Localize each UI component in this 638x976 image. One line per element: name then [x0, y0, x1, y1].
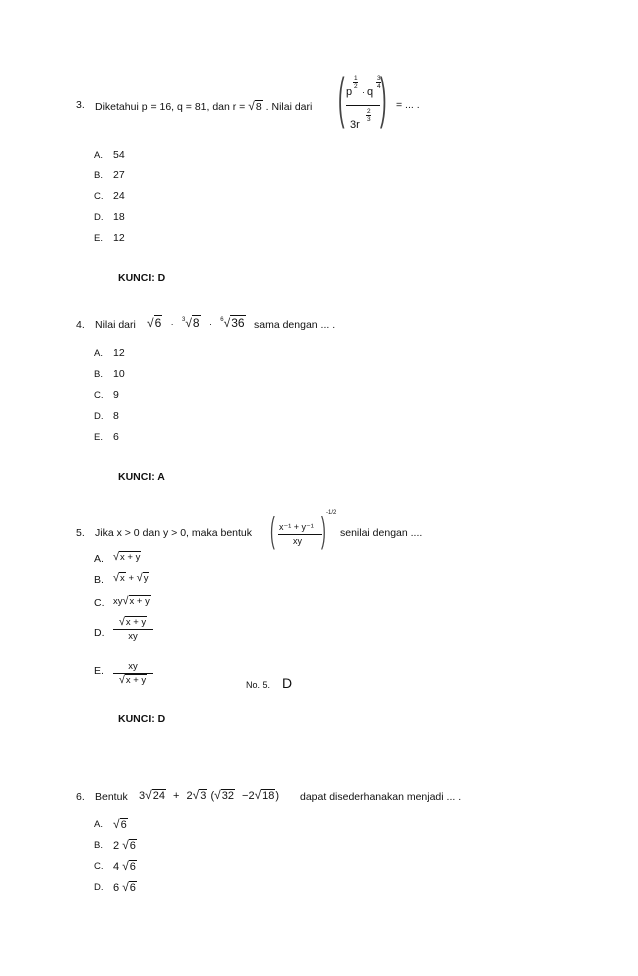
q4-tail: sama dengan ... . [254, 319, 336, 331]
q5-text: Jika x > 0 dan y > 0, maka bentuk [95, 527, 253, 539]
q4-expression [147, 316, 246, 330]
q5-option-a-label: A. [94, 553, 104, 565]
q4-option-a-label: A. [94, 348, 103, 359]
q3-expression [338, 66, 390, 134]
q6-option-c-radicand: 6 [129, 861, 136, 873]
q3-r-sqrt: √8 [248, 99, 262, 113]
q3-p-exp-num: 1 [354, 75, 358, 82]
q5-option-b-label: B. [94, 574, 104, 586]
q5-option-d-label: D. [94, 627, 105, 639]
q6-option-c-label: C. [94, 861, 104, 872]
q3-p-exp-den: 2 [354, 83, 358, 90]
q5-option-b-radicand-a: x [120, 573, 125, 584]
q4-option-e-label: E. [94, 432, 103, 443]
q3-r-exp-den: 3 [367, 116, 371, 123]
q5-exponent: -1/2 [326, 510, 337, 516]
q3-option-d-label: D. [94, 212, 104, 223]
q5-option-b-value: √x + √y [113, 572, 149, 584]
q4-option-b-value: 10 [113, 368, 125, 380]
q3-option-d-value: 18 [113, 211, 125, 223]
q3-numerator [346, 74, 382, 104]
q4-cbrt-index: 3 [181, 317, 186, 323]
q4-option-c-value: 9 [113, 389, 119, 401]
q3-3r: 3r [350, 119, 360, 131]
q4-option-b-label: B. [94, 369, 103, 380]
q5-numerator: x⁻¹ + y⁻¹ [279, 522, 314, 532]
q3-number: 3. [76, 99, 85, 111]
q6-option-b-radicand: 6 [129, 840, 136, 852]
q3-option-e-value: 12 [113, 232, 125, 244]
q3-q-exp-den: 4 [377, 83, 381, 90]
q5-option-d-numerator: x + y [125, 617, 147, 628]
q6-minus: −2 [242, 790, 255, 802]
q6-option-c-coef: 4 [113, 861, 120, 873]
q5-tail: senilai dengan .... [340, 527, 423, 539]
q4-sqrt-6: √6 [147, 316, 162, 330]
q4-sqrt-6-value: 6 [154, 316, 162, 330]
q3-fraction-bar [346, 105, 380, 106]
q3-left-paren: ( [338, 66, 345, 129]
q3-option-e-label: E. [94, 233, 103, 244]
q4-cbrt-8-value: 8 [192, 316, 200, 330]
q5-option-b-radicand-b: y [143, 573, 149, 584]
q5-option-c-prefix: xy [113, 596, 123, 607]
q3-p: p [346, 86, 353, 98]
q5-left-paren: ( [270, 509, 275, 550]
q6-right-paren: ) [275, 790, 280, 802]
q6-radicand-3: 32 [221, 790, 234, 802]
q5-option-e-denominator: x + y [125, 675, 147, 686]
q4-dot-2: · [208, 319, 212, 329]
q4-number: 4. [76, 319, 85, 331]
q6-number: 6. [76, 791, 85, 803]
q3-text [95, 99, 312, 113]
q5-fraction-bar [278, 534, 322, 535]
q6-coef-1: 3 [139, 790, 146, 802]
q6-radicand-2: 3 [200, 790, 207, 802]
q6-option-d-label: D. [94, 882, 104, 893]
q3-q: q [367, 86, 374, 98]
q6-option-d-coef: 6 [113, 882, 120, 894]
q3-option-a-label: A. [94, 150, 103, 161]
q4-cbrt-8: $^3$√8 [181, 316, 200, 330]
q5-note-answer: D [282, 675, 293, 691]
q4-option-d-value: 8 [113, 410, 119, 422]
q5-option-a-radicand: x + y [120, 552, 141, 563]
q3-denominator [350, 107, 382, 133]
q6-tail: dapat disederhanakan menjadi ... . [300, 791, 462, 803]
q5-option-a-value: √x + y [113, 551, 141, 563]
q5-number: 5. [76, 527, 85, 539]
q5-option-e-value: xy √x + y [113, 660, 153, 687]
q4-kunci: KUNCI: A [118, 471, 165, 483]
q6-radicand-4: 18 [262, 790, 275, 802]
q6-radicand-1: 24 [152, 790, 165, 802]
q4-text: Nilai dari [95, 319, 136, 331]
q6-option-a-label: A. [94, 819, 103, 830]
q3-right-paren: ) [380, 66, 387, 129]
q4-option-c-label: C. [94, 390, 104, 401]
q3-kunci: KUNCI: D [118, 272, 166, 284]
q6-option-b-coef: 2 [113, 840, 120, 852]
q6-expression: 3√24 + 2√3 (√32 −2√18) [139, 788, 280, 802]
q3-option-c-value: 24 [113, 190, 125, 202]
q5-expression [270, 510, 336, 550]
q6-option-b-label: B. [94, 840, 103, 851]
q4-6rt-36-value: 36 [231, 316, 245, 330]
q5-option-c-radicand: x + y [129, 596, 150, 607]
q6-left-paren: ( [210, 790, 215, 802]
q3-option-a-value: 54 [113, 149, 125, 161]
q3-dot: · [362, 87, 365, 97]
q5-option-c-label: C. [94, 597, 105, 609]
q5-option-d-value: √x + y xy [113, 616, 153, 643]
q3-text-intro: Diketahui p = 16, q = 81, dan r = [95, 101, 249, 113]
q3-option-c-label: C. [94, 191, 104, 202]
q4-option-a-value: 12 [113, 347, 125, 359]
q6-option-a-radicand: 6 [120, 819, 127, 831]
q4-option-e-value: 6 [113, 431, 119, 443]
q5-kunci: KUNCI: D [118, 713, 166, 725]
q4-6rt-36: $^6$√36 [220, 316, 245, 330]
q5-option-b-plus: + [128, 573, 134, 584]
q5-denominator: xy [293, 536, 302, 546]
q5-option-e-label: E. [94, 665, 104, 677]
q3-r-exp-num: 2 [367, 108, 371, 115]
q5-note-label: No. 5. [246, 680, 271, 690]
q5-right-paren: ) [321, 509, 326, 550]
q6-option-d-radicand: 6 [129, 882, 136, 894]
q4-6rt-index: 6 [220, 317, 224, 323]
q6-text: Bentuk [95, 791, 128, 803]
q6-coef-2: 2 [186, 790, 193, 802]
q3-tail: = ... . [396, 99, 420, 111]
q4-dot-1: · [170, 319, 174, 329]
q3-text-2: . Nilai dari [265, 101, 313, 113]
q3-option-b-label: B. [94, 170, 103, 181]
q5-option-c-value: xy√x + y [113, 595, 150, 607]
q3-r-value: 8 [255, 101, 262, 113]
q4-option-d-label: D. [94, 411, 104, 422]
q3-option-b-value: 27 [113, 169, 125, 181]
q5-option-e-numerator: xy [113, 660, 153, 674]
q5-option-d-denominator: xy [128, 631, 138, 642]
q6-plus: + [173, 790, 180, 802]
q3-q-exp-num: 3 [377, 75, 381, 82]
